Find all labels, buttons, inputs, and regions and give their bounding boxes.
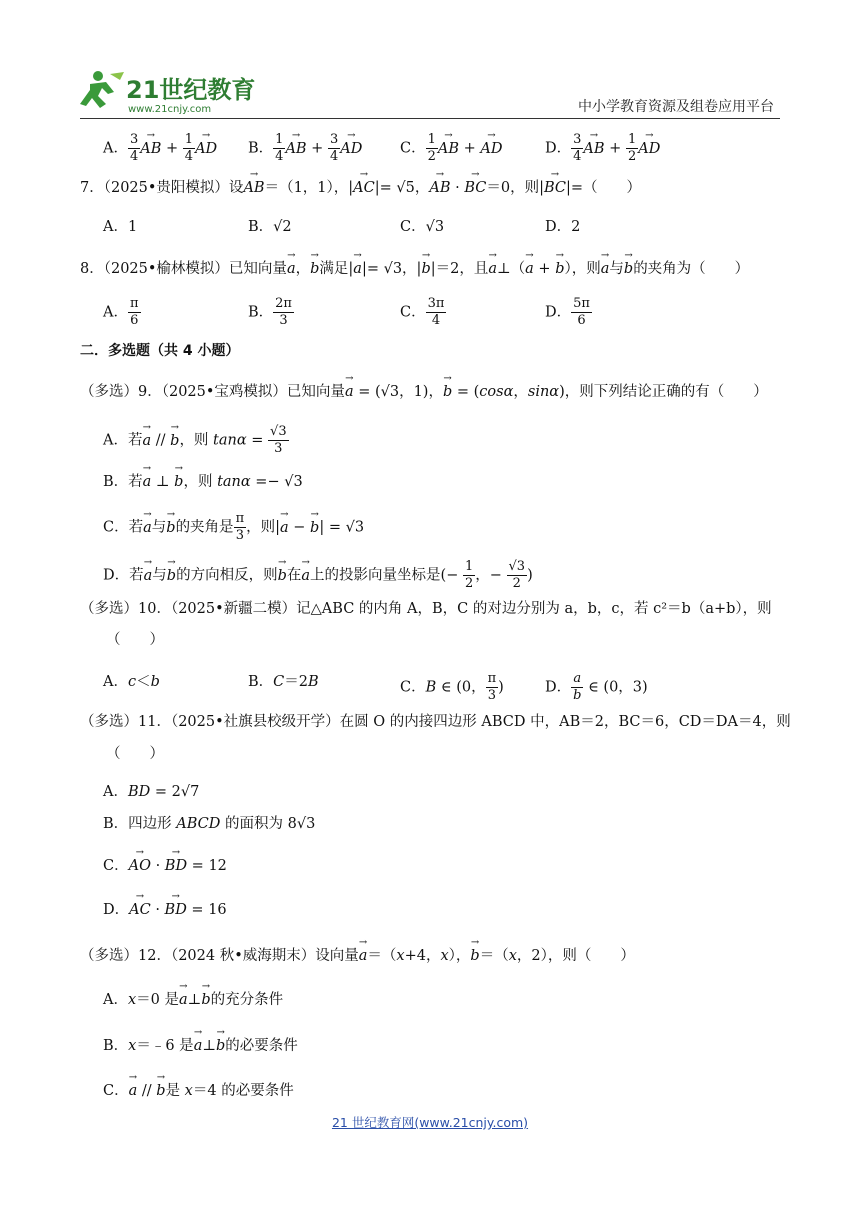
q9-option-b: B．若→ a ⊥ → b，则 tanα =− √3 bbox=[103, 471, 303, 493]
q11-option-d: D．→ AC · → BD = 16 bbox=[103, 899, 227, 921]
q7-option-d: D．2 bbox=[545, 219, 581, 235]
q8-option-d: D． $\frac{5\pi}{6}$ bbox=[545, 296, 590, 328]
question-12: （多选）12．（2024 秋•威海期末）设向量→ a＝（x+4，x），→ b＝（x，2），则（ ） bbox=[80, 945, 635, 967]
q12-option-a: A．x＝0 是→ a⊥→ b的充分条件 bbox=[103, 989, 283, 1011]
section-heading: 二．多选题（共 4 小题） bbox=[80, 343, 240, 359]
q9-option-c: C．若→ a与→ b的夹角是 $\frac{\pi}{3}$ ，则|→ a − → b| = √3 bbox=[103, 511, 364, 544]
question-7: 7．（2025•贵阳模拟）设→ AB＝（1，1），|→ AC|= √5，→ AB · → BC＝0，则|→ BC|=（ ） bbox=[80, 177, 641, 199]
q10-option-d: D． $\frac{a}{b}$ ∈ (0，3) bbox=[545, 671, 648, 703]
q9-option-d: D．若→ a与→ b的方向相反，则→ b在→ a上的投影向量坐标是(− $\frac{1}{2}$ ，− $\frac{√3}{2}$ ) bbox=[103, 559, 533, 592]
q9-option-a: A．若→ a // → b，则 tanα = $\frac{√3}{3}$ bbox=[103, 424, 289, 457]
q10-option-c: C．B ∈ (0， $\frac{\pi}{3}$ ) bbox=[400, 671, 504, 703]
q8-option-a: A． $\frac{\pi}{6}$ bbox=[103, 296, 139, 328]
question-11: （多选）11．（2025•社旗县校级开学）在圆 O 的内接四边形 ABCD 中，AB＝2，BC＝6，CD＝DA＝4，则 bbox=[80, 714, 791, 730]
svg-text:www.21cnjy.com: www.21cnjy.com bbox=[128, 104, 212, 115]
question-10-paren: （ ） bbox=[106, 632, 164, 648]
q8-option-b: B． $\frac{2\pi}{3}$ bbox=[248, 296, 292, 328]
q11-option-c: C．→ AO · → BD = 12 bbox=[103, 855, 227, 877]
question-9: （多选）9．（2025•宝鸡模拟）已知向量→ a = (√3，1)，→ b = (cosα，sinα)，则下列结论正确的有（ ） bbox=[80, 381, 768, 403]
question-11-paren: （ ） bbox=[106, 746, 164, 762]
q12-option-c: C．→ a // → b是 x＝4 的必要条件 bbox=[103, 1080, 294, 1102]
q7-option-b: B．√2 bbox=[248, 219, 292, 235]
q7-option-c: C．√3 bbox=[400, 219, 445, 235]
q11-option-b: B．四边形 ABCD 的面积为 8√3 bbox=[103, 816, 316, 832]
q6-option-b: B． $\frac{1}{4}$ → AB + $\frac{3}{4}$ → AD bbox=[248, 132, 362, 165]
q6-option-c: C． $\frac{1}{2}$ → AB + → AD bbox=[400, 132, 503, 165]
q11-option-a: A．BD = 2√7 bbox=[103, 784, 200, 800]
q6-option-a: A． $\frac{3}{4}$ → AB + $\frac{1}{4}$ → AD bbox=[103, 132, 217, 165]
q12-option-b: B．x＝﹣6 是→ a⊥→ b的必要条件 bbox=[103, 1035, 298, 1057]
q10-option-b: B．C＝2B bbox=[248, 674, 319, 690]
header-divider bbox=[80, 118, 780, 119]
svg-text:21世纪教育: 21世纪教育 bbox=[126, 76, 255, 104]
q8-option-c: C． $\frac{3\pi}{4}$ bbox=[400, 296, 445, 328]
footer-link[interactable]: 21 世纪教育网(www.21cnjy.com) bbox=[331, 1115, 529, 1130]
logo-icon bbox=[80, 66, 255, 116]
q10-option-a: A．c＜b bbox=[103, 674, 160, 690]
q7-option-a: A．1 bbox=[103, 219, 138, 235]
q6-option-d: D． $\frac{3}{4}$ → AB + $\frac{1}{2}$ → AD bbox=[545, 132, 660, 165]
platform-title: 中小学教育资源及组卷应用平台 bbox=[578, 99, 774, 115]
question-8: 8．（2025•榆林模拟）已知向量→ a，→ b满足|→ a|= √3，|→ b|＝2，且→ a⊥（→ a + → b），则→ a与→ b的夹角为（ ） bbox=[80, 258, 749, 280]
question-10: （多选）10．（2025•新疆二模）记△ABC 的内角 A，B，C 的对边分别为 a，b，c，若 c²＝b（a+b），则 bbox=[80, 601, 772, 617]
